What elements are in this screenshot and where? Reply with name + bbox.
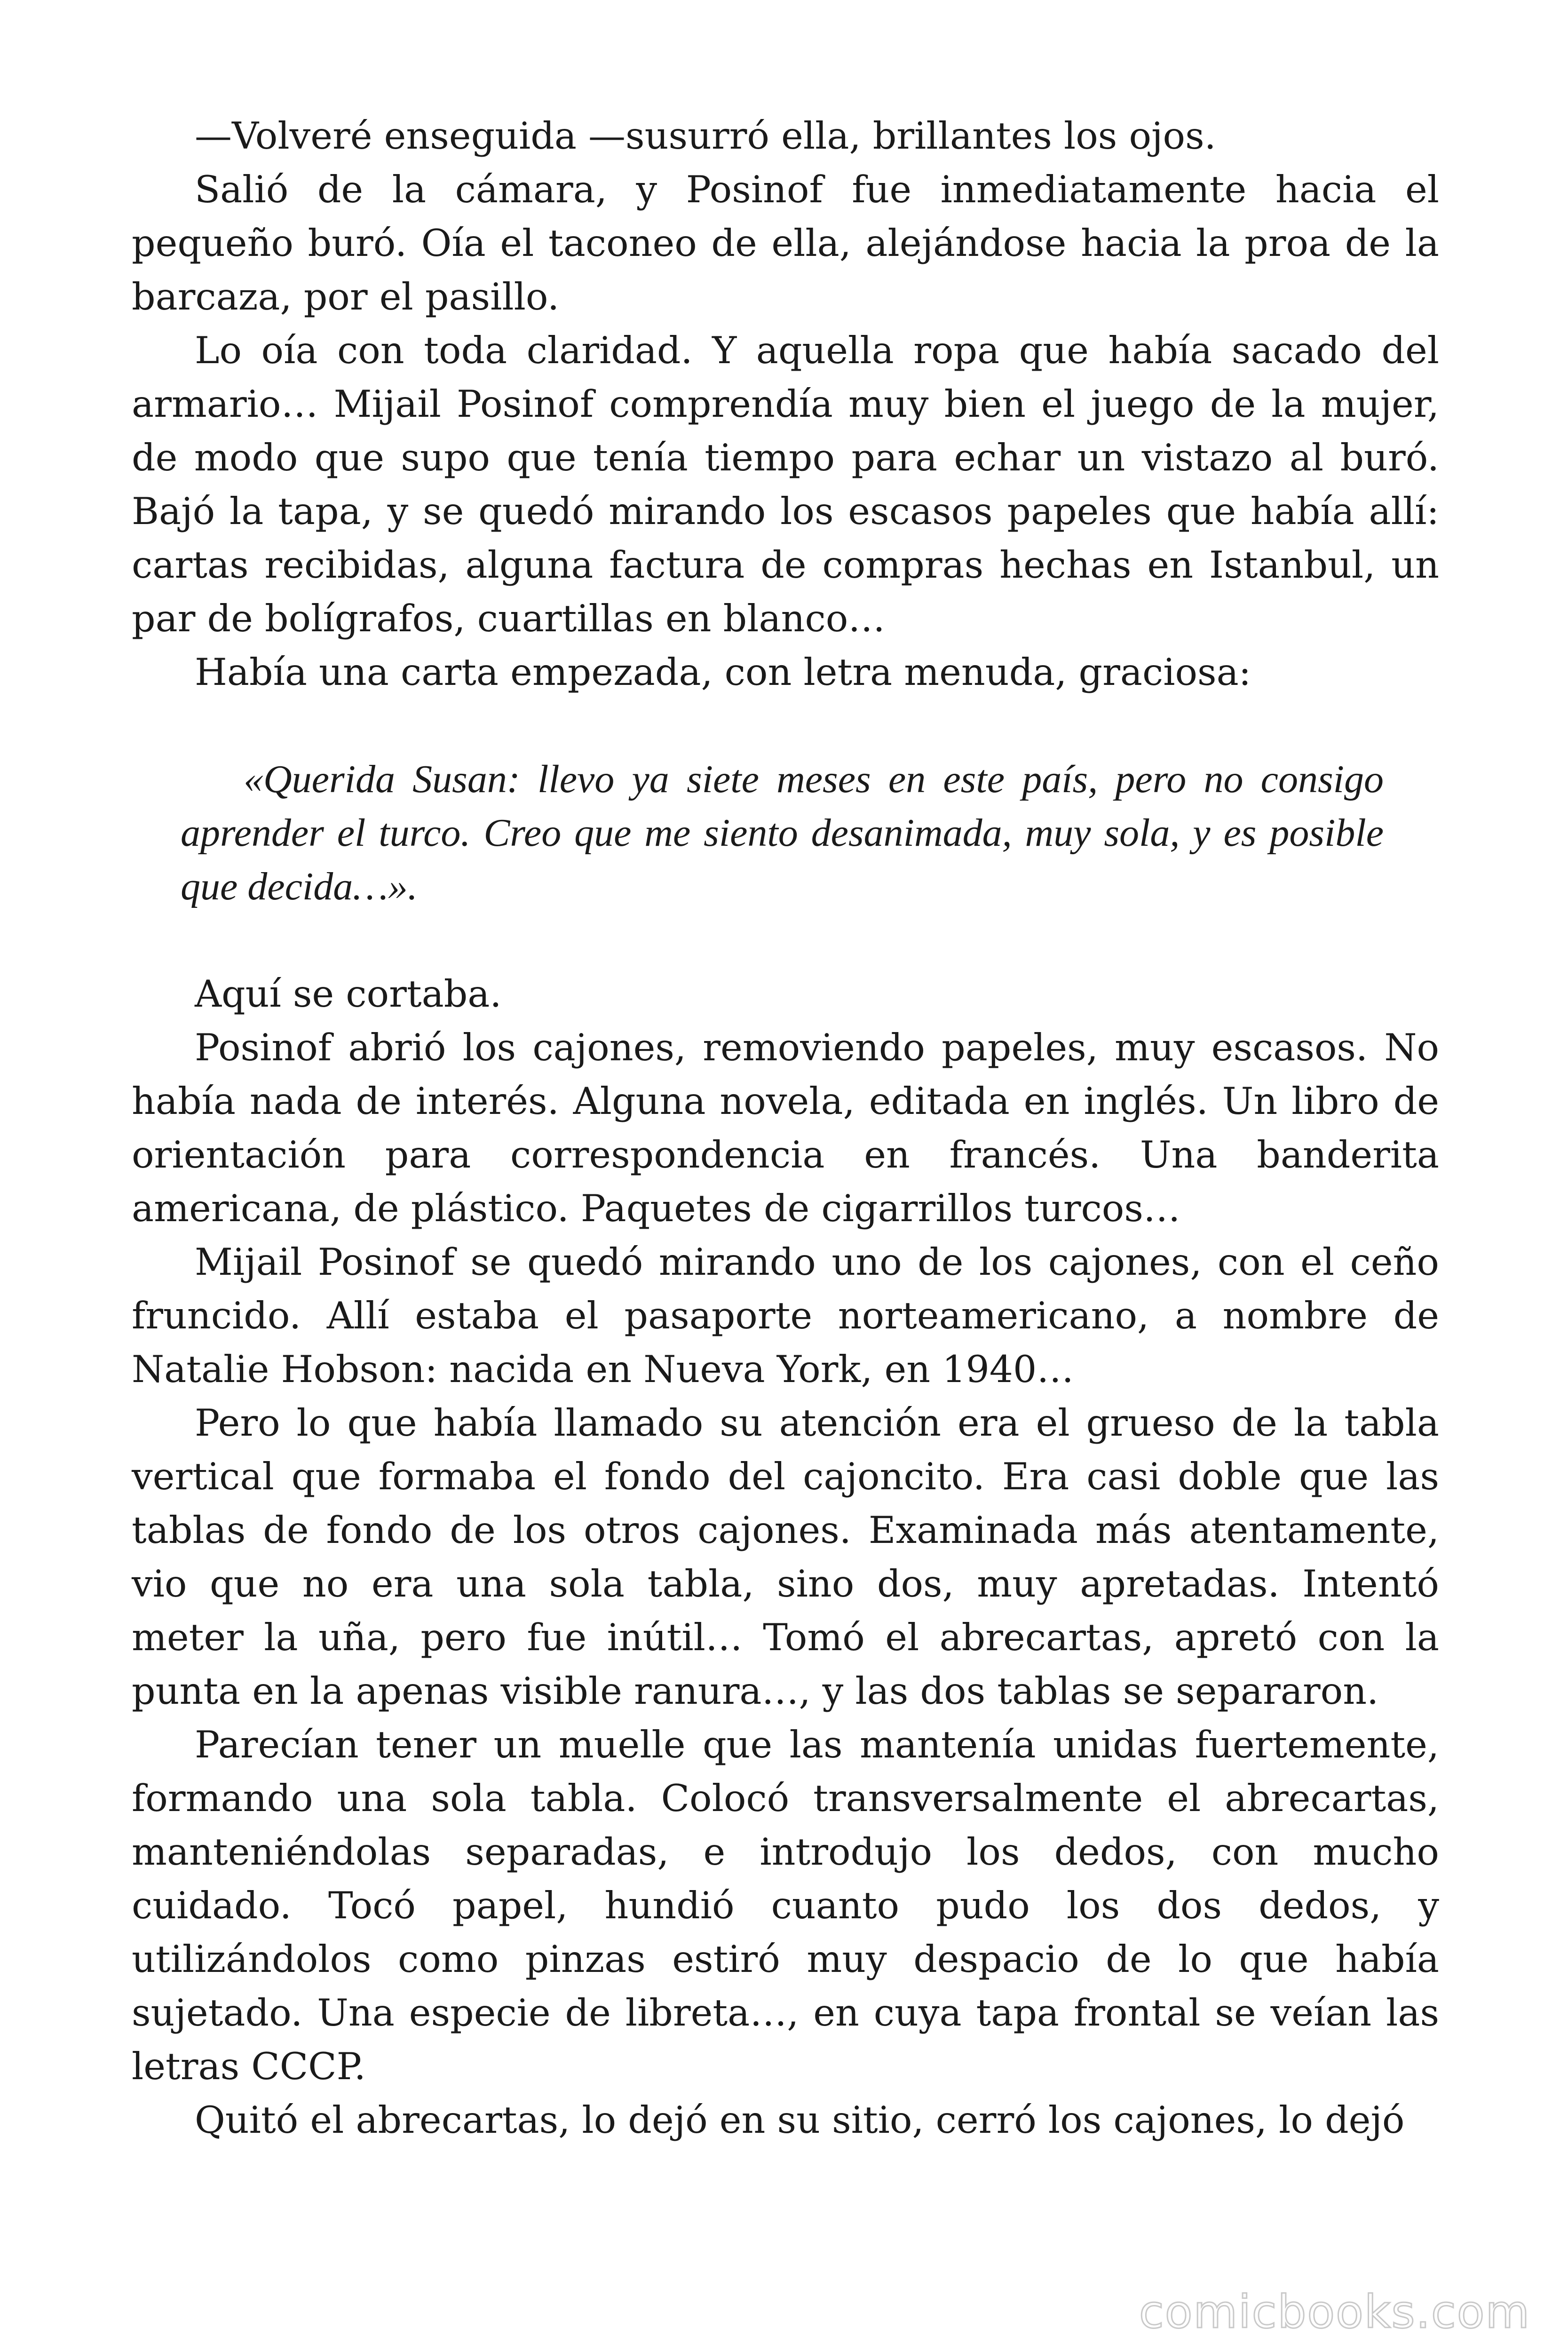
paragraph: Aquí se cortaba. <box>195 972 502 1016</box>
paragraph: Posinof abrió los cajones, removiendo papeles, muy escasos. No había nada de interés. Alguna novela, editada en inglés. Un libro de orientación para correspondencia en francés. Una banderita americana, de plástico. Paquetes de cigarrillos turcos… <box>132 1026 1439 1230</box>
paragraph: Mijail Posinof se quedó mirando uno de los cajones, con el ceño fruncido. Allí estaba el pasaporte norteamericano, a nombre de Natalie Hobson: nacida en Nueva York, en 1940… <box>132 1240 1439 1391</box>
watermark: comicbooks.com <box>1139 2286 1530 2338</box>
paragraph: Parecían tener un muelle que las mantenía unidas fuertemente, formando una sola tabla. Colocó transversalmente el abrecartas, manteniéndolas separadas, e introdujo los dedos, con mucho cuidado. Tocó papel, hundió cuanto pudo los dos dedos, y utilizándolos como pinzas estiró muy despacio de lo que había sujetado. Una especie de libreta…, en cuya tapa frontal se veían las letras CCCP. <box>132 1723 1439 2088</box>
letter-quote: «Querida Susan: llevo ya siete meses en este país, pero no consigo aprender el turco. Creo que me siento desanimada, muy sola, y es posible que decida…». <box>181 757 1384 908</box>
page-text <box>132 109 1439 2147</box>
paragraph: Lo oía con toda claridad. Y aquella ropa que había sacado del armario… Mijail Posinof comprendía muy bien el juego de la mujer, de modo que supo que tenía tiempo para echar un vistazo al buró. Bajó la tapa, y se quedó mirando los escasos papeles que había allí: cartas recibidas, alguna factura de compras hechas en Istanbul, un par de bolígrafos, cuartillas en blanco… <box>132 329 1439 640</box>
paragraph: Salió de la cámara, y Posinof fue inmediatamente hacia el pequeño buró. Oía el taconeo de ella, alejándose hacia la proa de la barcaza, por el pasillo. <box>132 168 1439 318</box>
paragraph: Quitó el abrecartas, lo dejó en su sitio, cerró los cajones, lo dejó <box>195 2098 1405 2142</box>
paragraph: —Volveré enseguida —susurró ella, brillantes los ojos. <box>195 114 1216 158</box>
paragraph: Pero lo que había llamado su atención era el grueso de la tabla vertical que formaba el fondo del cajoncito. Era casi doble que las tablas de fondo de los otros cajones. Examinada más atentamente, vio que no era una sola tabla, sino dos, muy apretadas. Intentó meter la uña, pero fue inútil… Tomó el abrecartas, apretó con la punta en la apenas visible ranura…, y las dos tablas se separaron. <box>132 1401 1439 1713</box>
paragraph: Había una carta empezada, con letra menuda, graciosa: <box>195 651 1251 694</box>
